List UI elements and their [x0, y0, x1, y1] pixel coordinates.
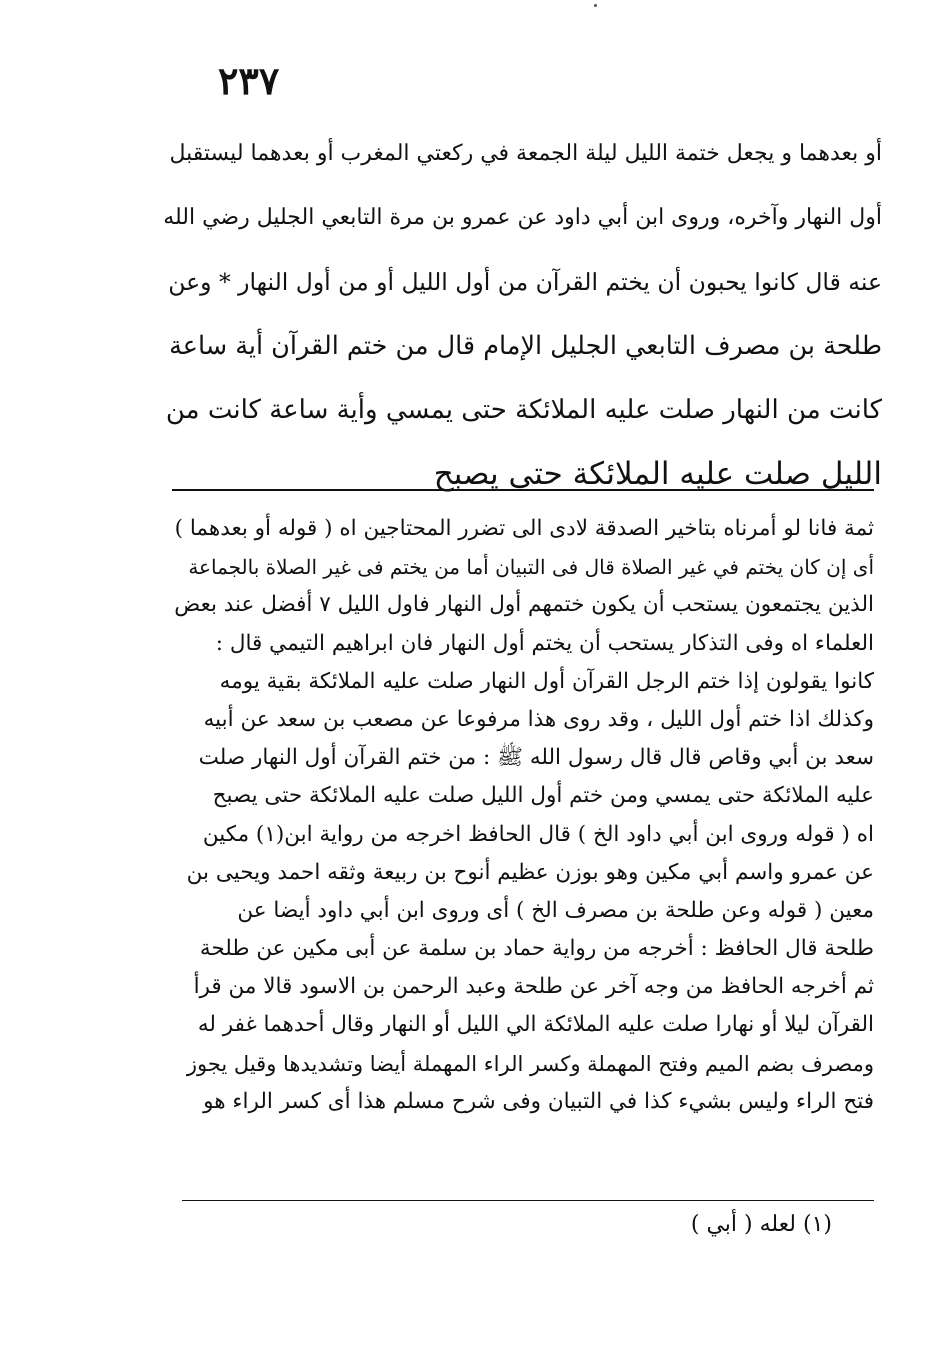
commentary-line: القرآن ليلا أو نهارا صلت عليه الملائكة الي الليل أو النهار وقال أحدهما غفر له [197, 1012, 874, 1038]
commentary-line: ثم أخرجه الحافظ من وجه آخر عن طلحة وعبد الرحمن بن الاسود قالا من قرأ [193, 974, 874, 1000]
commentary-line: أى إن كان يختم في غير الصلاة قال فى التبيان أما من يختم فى غير الصلاة بالجماعة [188, 555, 874, 580]
main-text-line: كانت من النهار صلت عليه الملائكة حتى يمسي وأية ساعة كانت من [165, 395, 882, 425]
commentary-block [172, 510, 874, 1121]
commentary-line: الذين يجتمعون يستحب أن يكون ختمهم أول النهار فاول الليل ٧ أفضل عند بعض [174, 592, 874, 618]
page-number: ٢٣٧ [218, 58, 280, 103]
commentary-line: فتح الراء وليس بشيء كذا في التبيان وفى شرح مسلم هذا أى كسر الراء هو [203, 1088, 874, 1114]
commentary-line: العلماء اه وفى التذكار يستحب أن يختم أول النهار فان ابراهيم التيمي قال : [215, 630, 874, 656]
footnote-divider [182, 1200, 874, 1201]
main-text-line: عنه قال كانوا يحبون أن يختم القرآن من أول الليل أو من أول النهار * وعن [168, 268, 882, 296]
footnote: (١) لعله ( أبي ) [690, 1212, 832, 1237]
main-text-line: أو بعدهما و يجعل ختمة الليل ليلة الجمعة في ركعتي المغرب أو بعدهما ليستقبل [169, 141, 882, 166]
section-divider [172, 489, 874, 491]
commentary-line: ومصرف بضم الميم وفتح المهملة وكسر الراء المهملة أيضا وتشديدها وقيل يجوز [186, 1051, 874, 1076]
commentary-line: عليه الملائكة حتى يمسي ومن ختم أول الليل صلت عليه الملائكة حتى يصبح [212, 783, 874, 809]
commentary-line: اه ( قوله وروى ابن أبي داود الخ ) قال الحافظ اخرجه من رواية ابن(١) مكين [202, 821, 874, 847]
commentary-line: وكذلك اذا ختم أول الليل ، وقد روى هذا مرفوعا عن مصعب بن سعد عن أبيه [203, 706, 874, 732]
commentary-line: معين ( قوله وعن طلحة بن مصرف الخ ) أى وروى ابن أبي داود أيضا عن [237, 897, 874, 923]
scan-speck [594, 4, 597, 7]
main-text-block [160, 122, 882, 506]
main-text-line: طلحة بن مصرف التابعي الجليل الإمام قال من ختم القرآن أية ساعة [169, 331, 882, 361]
commentary-line: عن عمرو واسم أبي مكين وهو بوزن عظيم أنوح بن ربيعة وثقه احمد ويحيى بن [186, 859, 874, 885]
commentary-line: ثمة فانا لو أمرناه بتاخير الصدقة لادى الى تضرر المحتاجين اه ( قوله أو بعدهما ) [174, 516, 874, 541]
commentary-line: كانوا يقولون إذا ختم الرجل القرآن أول النهار صلت عليه الملائكة بقية يومه [219, 668, 874, 694]
main-text-line: الليل صلت عليه الملائكة حتى يصبح [433, 456, 882, 492]
commentary-line: سعد بن أبي وقاص قال قال رسول الله ﷺ : من ختم القرآن أول النهار صلت [198, 745, 874, 771]
main-text-line: أول النهار وآخره، وروى ابن أبي داود عن عمرو بن مرة التابعي الجليل رضي الله [163, 205, 882, 230]
commentary-line: طلحة قال الحافظ : أخرجه من رواية حماد بن سلمة عن أبى مكين عن طلحة [199, 936, 874, 962]
